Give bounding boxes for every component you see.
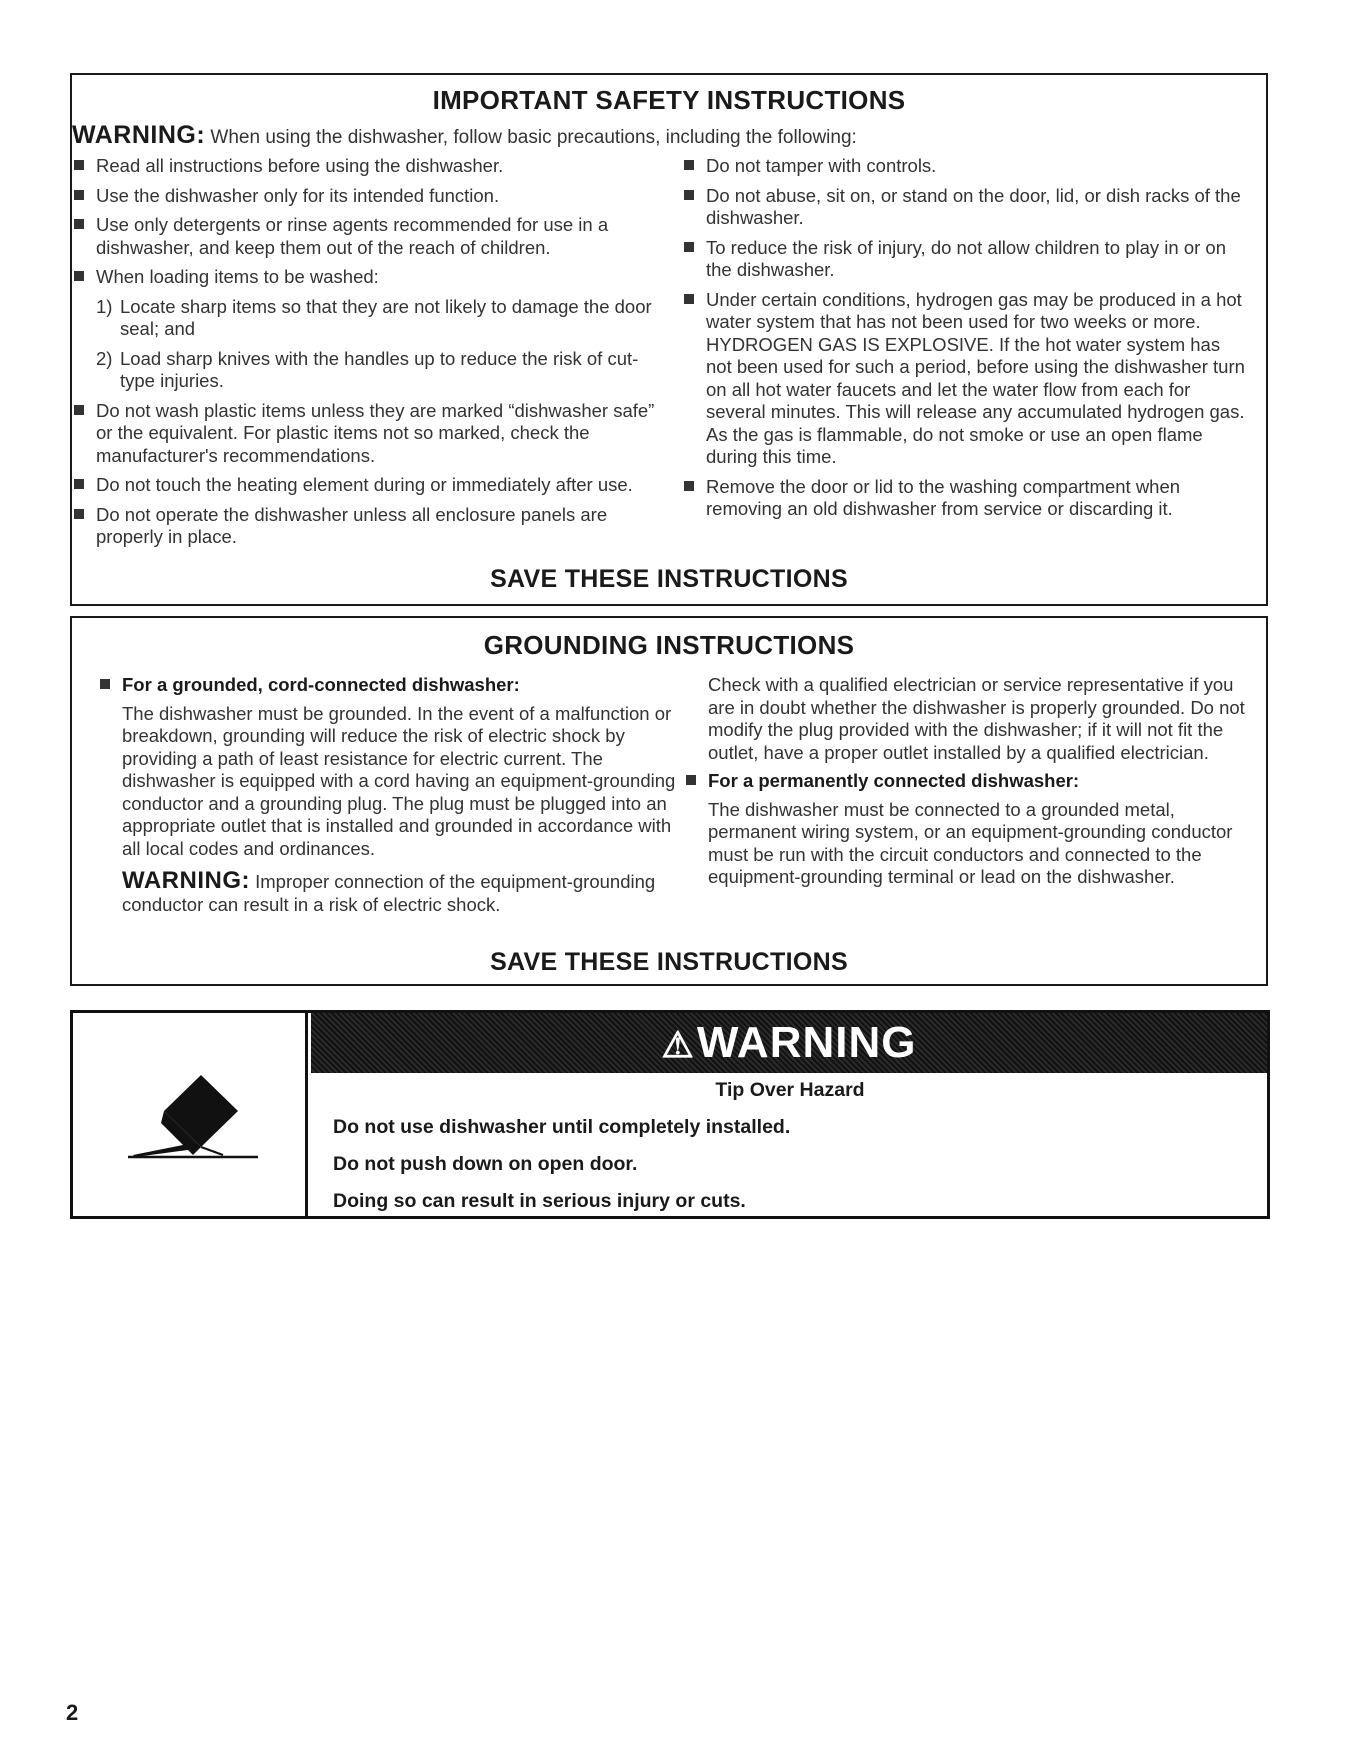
warning-statement: Doing so can result in serious injury or cuts. [333, 1190, 746, 1212]
list-item [684, 770, 1254, 793]
list-item: Do not wash plastic items unless they are marked “dishwasher safe” or the equivalent. For plastic items not so marked, check the manufacturer's recommendations. [72, 400, 672, 468]
bullet-square-icon [684, 242, 694, 252]
list-item: Do not abuse, sit on, or stand on the door, lid, or dish racks of the dishwasher. [682, 185, 1247, 230]
safety-save-instructions: SAVE THESE INSTRUCTIONS [490, 565, 848, 593]
safety-left-column [72, 155, 672, 556]
bullet-square-icon [74, 405, 84, 415]
grounding-left-column [98, 674, 688, 916]
bullet-square-icon [686, 775, 696, 785]
bullet-square-icon [74, 271, 84, 281]
safety-warning-label: WARNING: [72, 121, 206, 149]
grounding-warning [98, 867, 688, 916]
page-number: 2 [66, 1700, 79, 1725]
list-item: Do not tamper with controls. [682, 155, 1247, 178]
safety-warning-text: When using the dishwasher, follow basic precautions, including the following: [205, 127, 857, 148]
sub-list-item: 1) Locate sharp items so that they are not likely to damage the door seal; and [96, 295, 652, 339]
safety-right-column [682, 155, 1247, 528]
warning-triangle-icon: ⚠ [661, 1024, 695, 1065]
bullet-square-icon [684, 160, 694, 170]
cord-connected-heading: For a grounded, cord-connected dishwasher: [122, 674, 520, 695]
safety-instructions-box [70, 73, 1268, 606]
grounding-instructions-box [70, 616, 1268, 986]
list-item: Remove the door or lid to the washing compartment when removing an old dishwasher from service or discarding it. [682, 476, 1247, 521]
list-item: Do not operate the dishwasher unless all enclosure panels are properly in place. [72, 504, 672, 549]
tip-over-warning-box [70, 1010, 1270, 1219]
bullet-square-icon [684, 294, 694, 304]
grounding-warning-label: WARNING: [122, 867, 250, 894]
list-item: When loading items to be washed: [72, 266, 672, 289]
bullet-square-icon [74, 160, 84, 170]
permanent-heading: For a permanently connected dishwasher: [708, 770, 1080, 791]
grounding-right-column [684, 674, 1254, 889]
list-item: To reduce the risk of injury, do not allow children to play in or on the dishwasher. [682, 237, 1247, 282]
warning-statement: Do not push down on open door. [333, 1153, 638, 1175]
bullet-square-icon [684, 190, 694, 200]
tip-over-icon-panel [73, 1013, 308, 1216]
cord-connected-text: The dishwasher must be grounded. In the event of a malfunction or breakdown, grounding will reduce the risk of electric shock by providing a path of least resistance for electric current. The dishwasher is equipped with a cord having an equipment-grounding conductor and a grounding plug. The plug must be plugged into an appropriate outlet that is installed and grounded in accordance with all local codes and ordinances. [122, 702, 676, 859]
list-item: Use the dishwasher only for its intended function. [72, 185, 672, 208]
permanent-text: The dishwasher must be connected to a grounded metal, permanent wiring system, or an equipment-grounding conductor must be run with the circuit conductors and connected to the equipment-grounding terminal or lead on the dishwasher. [708, 798, 1233, 887]
grounding-warning-text: Improper connection of the equipment-grounding conductor can result in a risk of electric shock. [122, 871, 656, 915]
grounding-save-instructions: SAVE THESE INSTRUCTIONS [490, 948, 848, 976]
warning-banner-text: WARNING [696, 1018, 917, 1067]
warning-banner [311, 1013, 1267, 1073]
bullet-square-icon [684, 481, 694, 491]
list-item [98, 674, 688, 697]
hazard-title: Tip Over Hazard [715, 1079, 865, 1101]
check-electrician-text: Check with a qualified electrician or service representative if you are in doubt whether the dishwasher is properly grounded. Do not modify the plug provided with the dishwasher; if it will not fit the outlet, have a proper outlet installed by a qualified electrician. [708, 674, 1245, 763]
warning-statement: Do not use dishwasher until completely installed. [333, 1116, 791, 1138]
list-item: Do not touch the heating element during or immediately after use. [72, 474, 672, 497]
grounding-title: GROUNDING INSTRUCTIONS [483, 630, 855, 660]
tip-over-icon [73, 1013, 308, 1216]
bullet-square-icon [74, 219, 84, 229]
bullet-square-icon [74, 479, 84, 489]
list-item: Use only detergents or rinse agents recommended for use in a dishwasher, and keep them out of the reach of children. [72, 214, 672, 259]
sub-list-item: 2) Load sharp knives with the handles up to reduce the risk of cut-type injuries. [96, 347, 639, 391]
bullet-square-icon [74, 509, 84, 519]
list-item: Under certain conditions, hydrogen gas may be produced in a hot water system that has not been used for two weeks or more. HYDROGEN GAS IS EXPLOSIVE. If the hot water system has not been used for such a period, before using the dishwasher turn on all hot water faucets and let the water flow from each for several minutes. This will release any accumulated hydrogen gas. As the gas is flammable, do not smoke or use an open flame during this time. [682, 289, 1247, 469]
safety-title: IMPORTANT SAFETY INSTRUCTIONS [432, 85, 906, 115]
warning-content [333, 1079, 1247, 1227]
bullet-square-icon [74, 190, 84, 200]
safety-warning-line [72, 121, 857, 150]
bullet-square-icon [100, 679, 110, 689]
list-item: Read all instructions before using the dishwasher. [72, 155, 672, 178]
loading-sublist [72, 296, 672, 393]
